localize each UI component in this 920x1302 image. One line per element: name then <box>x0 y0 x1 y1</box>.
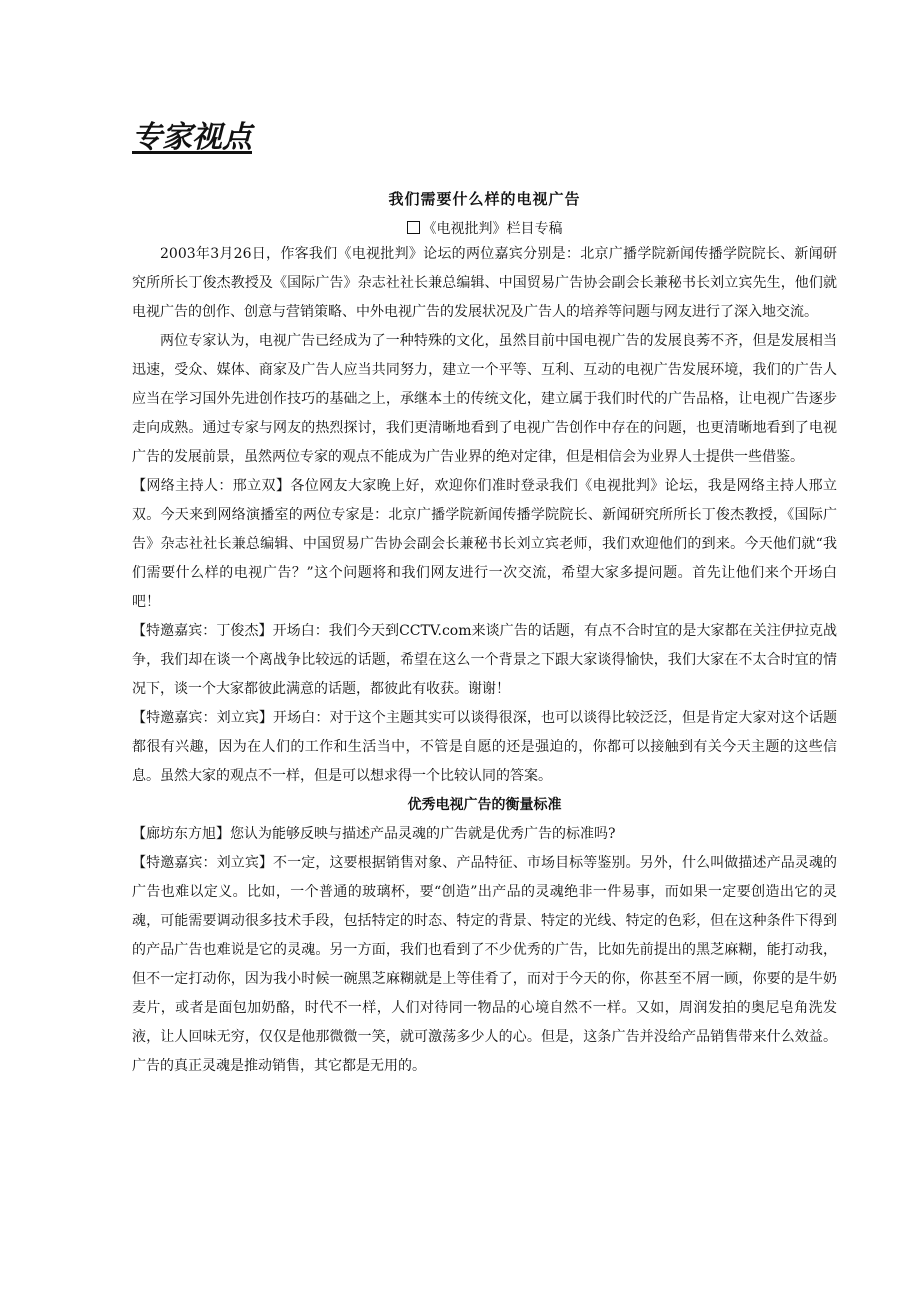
document-page <box>132 118 837 1081</box>
dialogue-entry <box>132 472 837 617</box>
article-byline <box>132 218 837 240</box>
dialogue-text: 开场白：对于这个主题其实可以谈得很深，也可以谈得比较泛泛，但是肯定大家对这个话题都很有兴趣，因为在人们的工作和生活当中，不管是自愿的还是强迫的，你都可以接触到有关今天主题的这些信息。虽然大家的观点不一样，但是可以想求得一个比较认同的答案。 <box>132 710 838 784</box>
speaker-label: 【特邀嘉宾：刘立宾】 <box>132 855 274 871</box>
dialogue-entry <box>132 849 837 1081</box>
checkbox-square-icon <box>407 221 420 234</box>
dialogue-text: 开场白：我们今天到CCTV.com来谈广告的话题，有点不合时宜的是大家都在关注伊拉克战争，我们却在谈一个离战争比较远的话题，希望在这么一个背景之下跟大家谈得愉快，我们大家在不太合时宜的情况下，谈一个大家都彼此满意的话题，都彼此有收获。谢谢！ <box>132 623 838 697</box>
speaker-label: 【特邀嘉宾：丁俊杰】 <box>132 623 273 639</box>
speaker-label: 【廊坊东方旭】 <box>132 826 230 842</box>
subheading: 优秀电视广告的衡量标准 <box>407 797 562 813</box>
speaker-label: 【网络主持人：邢立双】 <box>132 478 291 494</box>
dialogue-entry <box>132 704 837 791</box>
speaker-label: 【特邀嘉宾：刘立宾】 <box>132 710 274 726</box>
dialogue-entry <box>132 617 837 704</box>
dialogue-text: 不一定，这要根据销售对象、产品特征、市场目标等鉴别。另外，什么叫做描述产品灵魂的广告也难以定义。比如，一个普通的玻璃杯，要“创造”出产品的灵魂绝非一件易事，而如果一定要创造出它的灵魂，可能需要调动很多技术手段，包括特定的时态、特定的背景、特定的光线、特定的色彩，但在这种条件下得到的产品广告也难说是它的灵魂。另一方面，我们也看到了不少优秀的广告，比如先前提出的黑芝麻糊，能打动我，但不一定打动你，因为我小时候一碗黑芝麻糊就是上等佳肴了，而对于今天的你，你甚至不屑一顾，你要的是牛奶麦片，或者是面包加奶酪，时代不一样，人们对待同一物品的心境自然不一样。又如，周润发拍的奥尼皂角洗发液，让人回味无穷，仅仅是他那微微一笑，就可激荡多少人的心。但是，这条广告并没给产品销售带来什么效益。广告的真正灵魂是推动销售，其它都是无用的。 <box>132 855 838 1074</box>
dialogue-entry <box>132 820 837 849</box>
byline-text: 《电视批判》栏目专稿 <box>422 221 563 237</box>
section-heading: 专家视点 <box>132 120 252 155</box>
dialogue-text: 您认为能够反映与描述产品灵魂的广告就是优秀广告的标准吗? <box>230 826 616 842</box>
intro-paragraph: 两位专家认为，电视广告已经成为了一种特殊的文化，虽然目前中国电视广告的发展良莠不齐，但是发展相当迅速，受众、媒体、商家及广告人应当共同努力，建立一个平等、互利、互动的电视广告发展环境，我们的广告人应当在学习国外先进创作技巧的基础之上，承继本土的传统文化，建立属于我们时代的广告品格，让电视广告逐步走向成熟。通过专家与网友的热烈探讨，我们更清晰地看到了电视广告创作中存在的问题，也更清晰地看到了电视广告的发展前景，虽然两位专家的观点不能成为广告业界的绝对定律，但是相信会为业界人士提供一些借鉴。 <box>132 333 837 465</box>
dialogue-text: 各位网友大家晚上好，欢迎你们准时登录我们《电视批判》论坛，我是网络主持人邢立双。今天来到网络演播室的两位专家是：北京广播学院新闻传播学院院长、新闻研究所所长丁俊杰教授，《国际广告》杂志社社长兼总编辑、中国贸易广告协会副会长兼秘书长刘立宾老师，我们欢迎他们的到来。今天他们就“我们需要什么样的电视广告？”这个问题将和我们网友进行一次交流，希望大家多提问题。首先让他们来个开场白吧！ <box>132 478 838 610</box>
article-title: 我们需要什么样的电视广告 <box>388 190 581 208</box>
intro-paragraph: 2003年3月26日，作客我们《电视批判》论坛的两位嘉宾分别是：北京广播学院新闻传播学院院长、新闻研究所所长丁俊杰教授及《国际广告》杂志社社长兼总编辑、中国贸易广告协会副会长兼秘书长刘立宾先生，他们就电视广告的创作、创意与营销策略、中外电视广告的发展状况及广告人的培养等问题与网友进行了深入地交流。 <box>132 246 837 320</box>
